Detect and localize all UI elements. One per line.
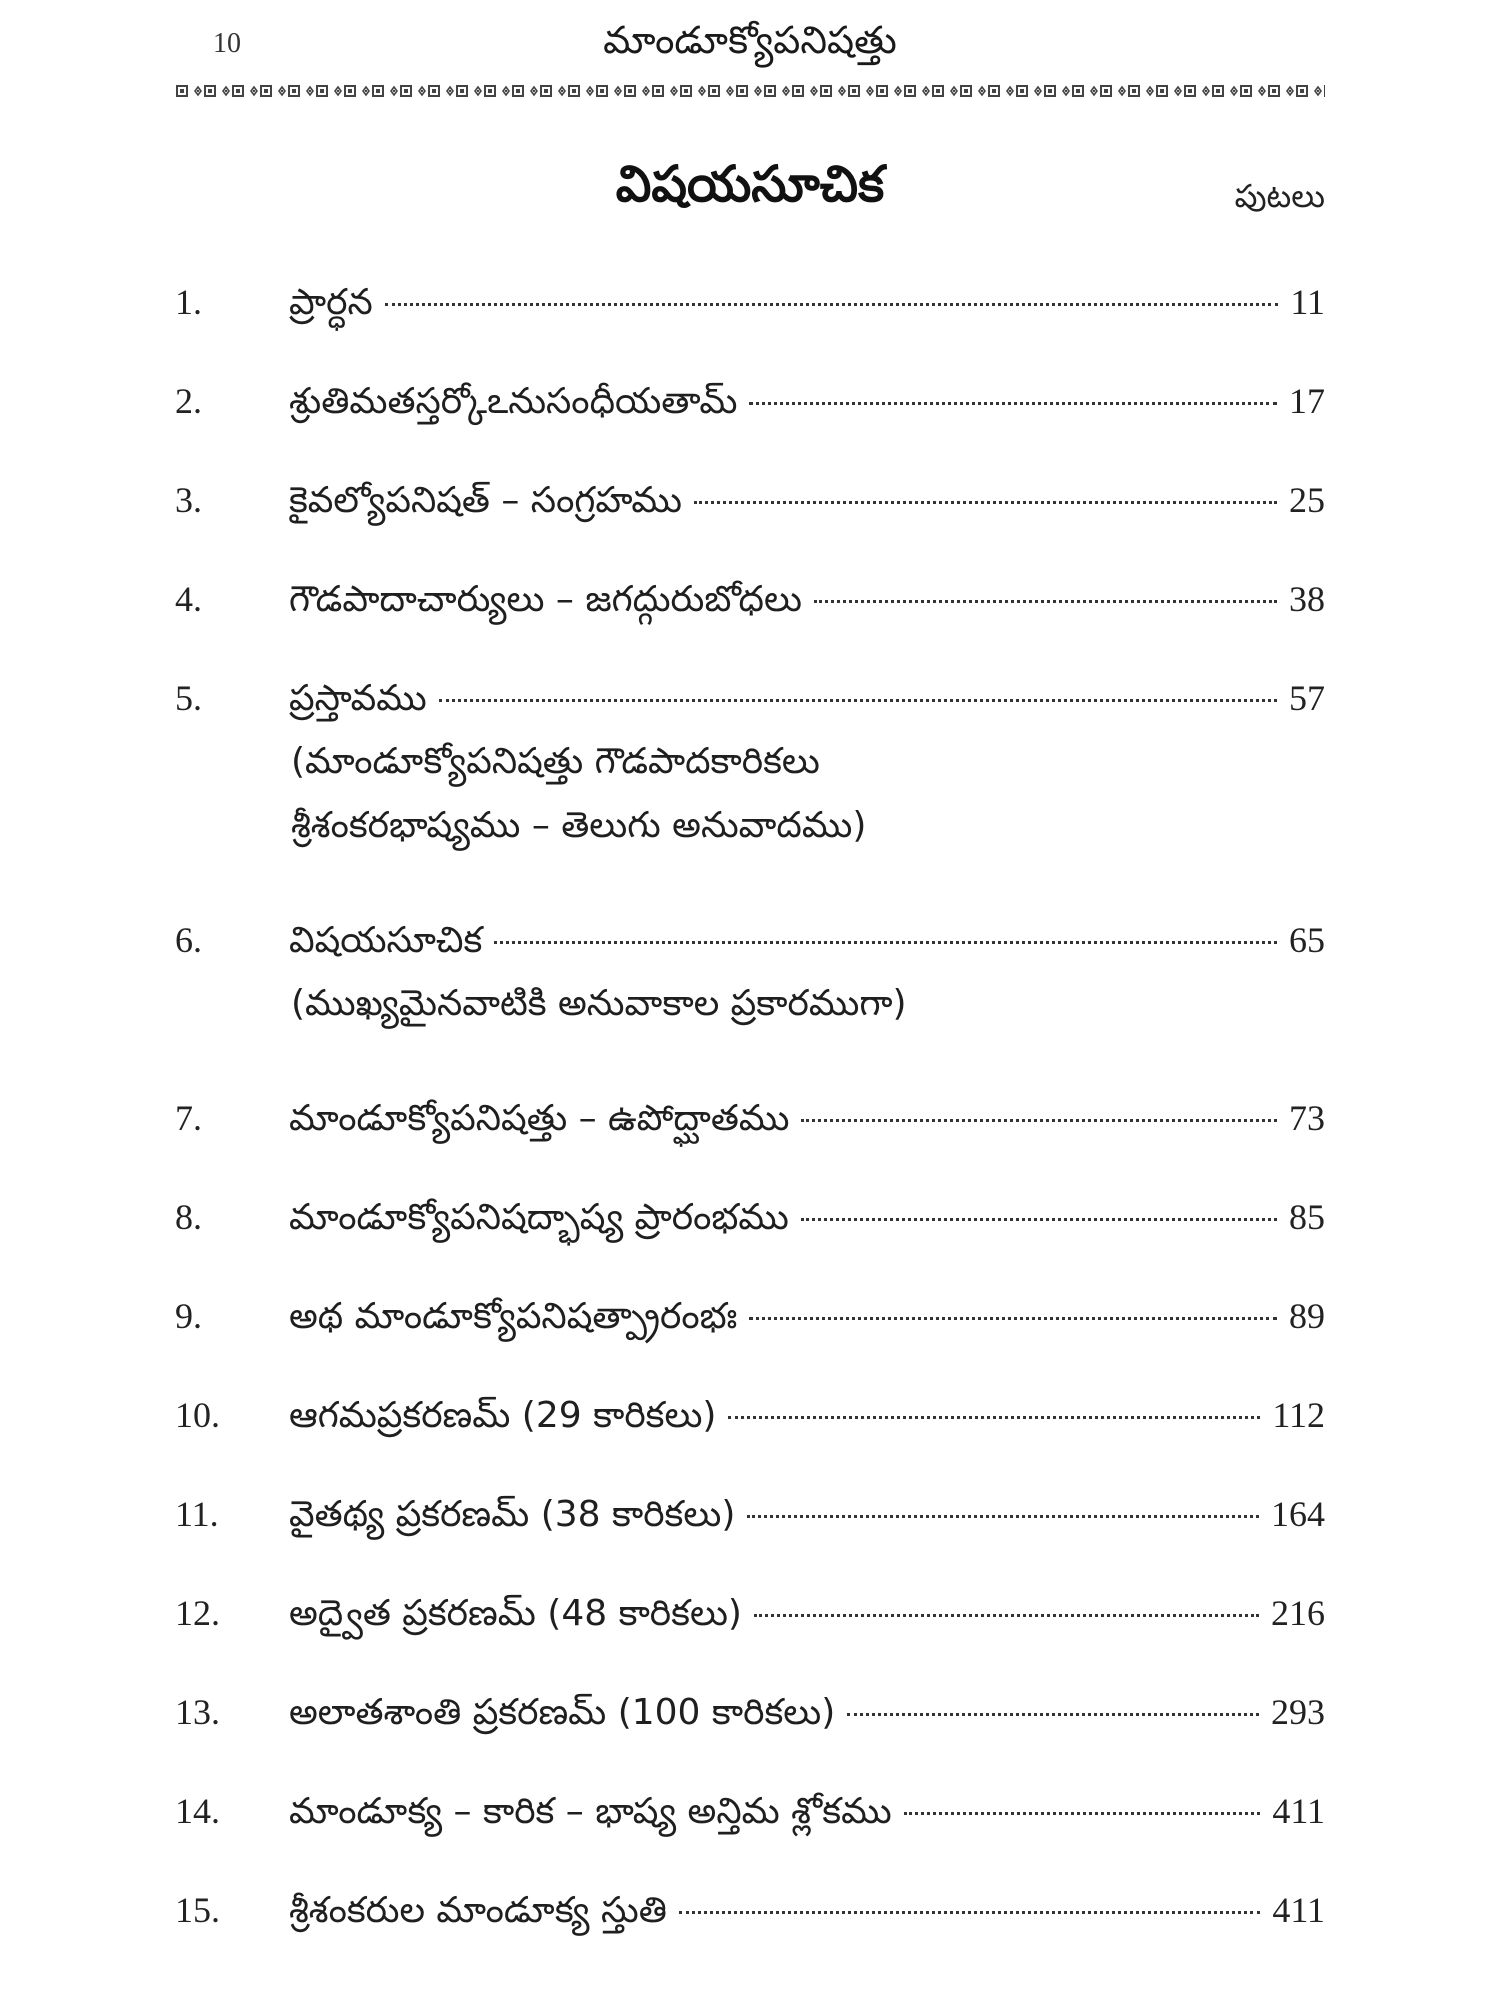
toc-entry-1 <box>175 270 1325 334</box>
entry-number: 13. <box>175 1692 220 1732</box>
toc-entry-6 <box>175 908 1325 1036</box>
entry-page: 25 <box>1289 480 1325 520</box>
page-number: 10 <box>213 28 241 59</box>
entry-number: 14. <box>175 1791 220 1831</box>
entry-page: 38 <box>1289 579 1325 619</box>
entry-number: 3. <box>175 480 202 520</box>
entry-title: గౌడపాదాచార్యులు – జగద్గురుబోధలు <box>289 579 802 620</box>
dot-leader <box>801 1119 1277 1122</box>
entry-page: 57 <box>1289 678 1325 718</box>
running-header <box>175 18 1325 78</box>
entry-page: 65 <box>1289 920 1325 960</box>
entry-title: ఆగమప్రకరణమ్ (29 కారికలు) <box>289 1395 717 1436</box>
toc-entry-13 <box>175 1680 1325 1744</box>
toc-entry-9 <box>175 1284 1325 1348</box>
toc-entry-11 <box>175 1482 1325 1546</box>
toc-entry-2 <box>175 369 1325 433</box>
dot-leader <box>679 1911 1260 1914</box>
entry-title: అద్వైత ప్రకరణమ్ (48 కారికలు) <box>289 1593 742 1634</box>
dot-leader <box>814 600 1277 603</box>
entry-number: 7. <box>175 1098 202 1138</box>
running-title: మాండూక్యోపనిషత్తు <box>603 18 897 62</box>
entry-number: 11. <box>175 1494 219 1534</box>
entry-page: 411 <box>1272 1791 1325 1831</box>
dot-leader <box>749 1317 1277 1320</box>
dot-leader <box>847 1713 1259 1716</box>
entry-title: విషయసూచిక <box>289 920 483 961</box>
dot-leader <box>754 1614 1259 1617</box>
dot-leader <box>801 1218 1277 1221</box>
toc-entry-8 <box>175 1185 1325 1249</box>
table-of-contents <box>175 270 1325 1977</box>
dot-leader <box>749 402 1277 405</box>
entry-number: 10. <box>175 1395 220 1435</box>
entry-page: 112 <box>1272 1395 1325 1435</box>
entry-page: 89 <box>1289 1296 1325 1336</box>
entry-title: మాండూక్య – కారిక – భాష్య అన్తిమ శ్లోకము <box>289 1791 892 1832</box>
toc-entry-15 <box>175 1878 1325 1942</box>
dot-leader <box>694 501 1277 504</box>
entry-page: 73 <box>1289 1098 1325 1138</box>
toc-entry-4 <box>175 567 1325 631</box>
entry-title: ప్రార్ధన <box>289 282 373 323</box>
entry-title: అథ మాండూక్యోపనిషత్ప్రారంభః <box>289 1296 738 1337</box>
entry-page: 11 <box>1290 282 1325 322</box>
entry-number: 15. <box>175 1890 220 1930</box>
entry-title: మాండూక్యోపనిషద్భాష్య ప్రారంభము <box>289 1197 789 1238</box>
dot-leader <box>385 303 1279 306</box>
toc-title: విషయసూచిక <box>615 155 885 213</box>
entry-title: ప్రస్తావము <box>289 678 427 719</box>
entry-title: అలాతశాంతి ప్రకరణమ్ (100 కారికలు) <box>289 1692 836 1733</box>
dot-leader <box>728 1416 1260 1419</box>
dot-leader <box>494 941 1277 944</box>
entry-number: 2. <box>175 381 202 421</box>
entry-title: వైతథ్య ప్రకరణమ్ (38 కారికలు) <box>289 1494 736 1535</box>
entry-number: 4. <box>175 579 202 619</box>
toc-entry-14 <box>175 1779 1325 1843</box>
page-column-label: పుటలు <box>1234 177 1325 215</box>
entry-page: 164 <box>1271 1494 1325 1534</box>
toc-heading-row <box>175 155 1325 235</box>
ornament-pattern-icon <box>175 78 1325 108</box>
toc-entry-12 <box>175 1581 1325 1645</box>
entry-page: 85 <box>1289 1197 1325 1237</box>
toc-entry-7 <box>175 1086 1325 1150</box>
entry-page: 216 <box>1271 1593 1325 1633</box>
entry-page: 293 <box>1271 1692 1325 1732</box>
entry-number: 9. <box>175 1296 202 1336</box>
entry-number: 8. <box>175 1197 202 1237</box>
dot-leader <box>904 1812 1261 1815</box>
entry-number: 1. <box>175 282 202 322</box>
entry-subtitle: (ముఖ్యమైనవాటికి అనువాకాల ప్రకారముగా) <box>291 983 907 1024</box>
entry-title: శ్రీశంకరుల మాండూక్య స్తుతి <box>289 1890 667 1931</box>
ornamental-border <box>175 78 1325 108</box>
dot-leader <box>439 699 1277 702</box>
entry-page: 411 <box>1272 1890 1325 1930</box>
entry-page: 17 <box>1289 381 1325 421</box>
entry-title: మాండూక్యోపనిషత్తు – ఉపోద్ఘాతము <box>289 1098 790 1139</box>
entry-number: 6. <box>175 920 202 960</box>
dot-leader <box>747 1515 1259 1518</box>
entry-title: కైవల్యోపనిషత్ – సంగ్రహము <box>289 480 682 521</box>
entry-number: 12. <box>175 1593 220 1633</box>
toc-entry-5 <box>175 666 1325 858</box>
entry-title: శ్రుతిమతస్తర్కోఽనుసంధీయతామ్ <box>289 381 738 422</box>
entry-subtitle: శ్రీశంకరభాష్యము – తెలుగు అనువాదము) <box>291 805 867 846</box>
entry-subtitle: (మాండూక్యోపనిషత్తు గౌడపాదకారికలు <box>291 741 820 782</box>
entry-number: 5. <box>175 678 202 718</box>
toc-entry-3 <box>175 468 1325 532</box>
toc-entry-10 <box>175 1383 1325 1447</box>
